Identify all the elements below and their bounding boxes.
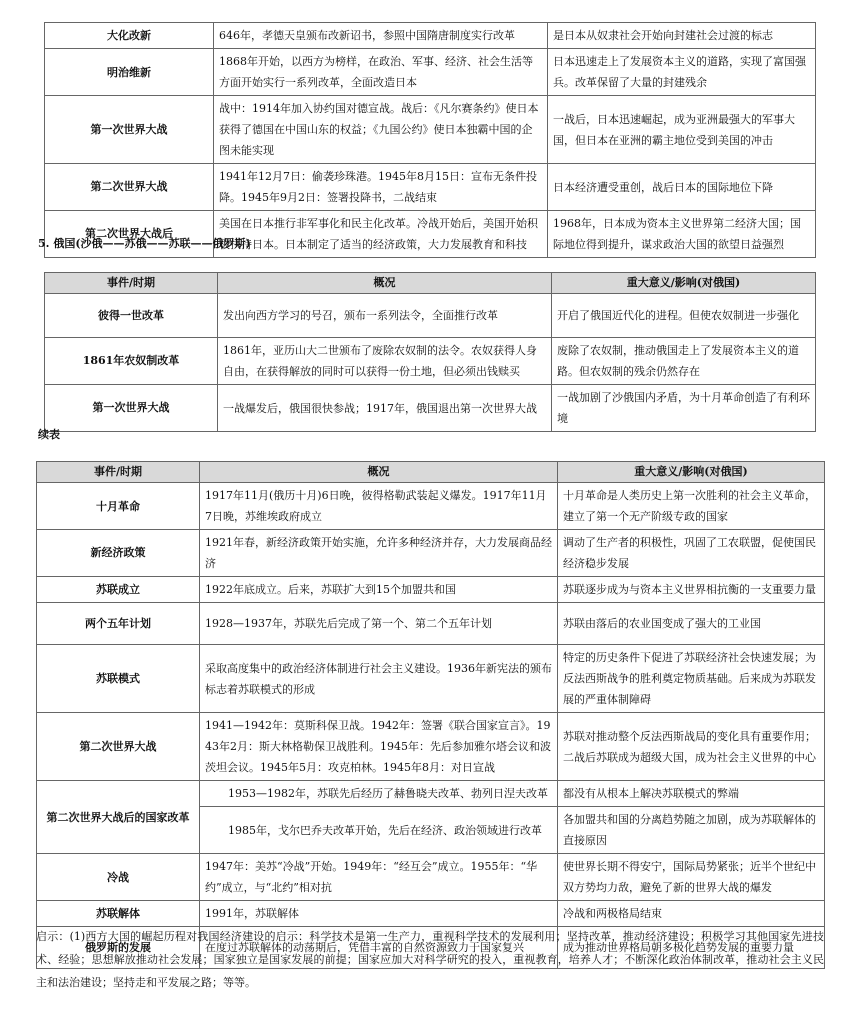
significance-cell: 一战加剧了沙俄国内矛盾，为十月革命创造了有利环境: [552, 385, 816, 432]
event-cell: 第一次世界大战: [45, 385, 218, 432]
significance-cell: 开启了俄国近代化的进程。但使农奴制进一步强化: [552, 294, 816, 338]
significance-cell: 都没有从根本上解决苏联模式的弊端: [558, 781, 825, 807]
significance-cell: 废除了农奴制，推动俄国走上了发展资本主义的道路。但农奴制的残余仍然存在: [552, 338, 816, 385]
significance-cell: 苏联由落后的农业国变成了强大的工业国: [558, 603, 825, 645]
significance-cell: 苏联逐步成为与资本主义世界相抗衡的一支重要力量: [558, 577, 825, 603]
event-cell: 1861年农奴制改革: [45, 338, 218, 385]
table-row: [37, 645, 825, 713]
overview-cell: 在度过苏联解体的动荡期后，凭借丰富的自然资源致力于国家复兴: [200, 927, 558, 969]
japan-table: [44, 22, 816, 258]
significance-cell: 冷战和两极格局结束: [558, 901, 825, 927]
table-row: [45, 49, 816, 96]
significance-cell: 日本经济遭受重创，战后日本的国际地位下降: [548, 164, 816, 211]
event-cell: 第一次世界大战: [45, 96, 214, 164]
overview-cell: 1928—1937年，苏联先后完成了第一个、第二个五年计划: [200, 603, 558, 645]
table-header-row: [45, 273, 816, 294]
event-cell: 十月革命: [37, 483, 200, 530]
table-row: [37, 577, 825, 603]
significance-cell: 苏联对推动整个反法西斯战局的变化具有重要作用；二战后苏联成为超级大国，成为社会主义世界的中心: [558, 713, 825, 781]
russia-table-1: [44, 272, 816, 432]
table-row: [37, 530, 825, 577]
section-title-russia: 5. 俄国(沙俄——苏俄——苏联——俄罗斯): [38, 237, 251, 250]
table-row: [37, 854, 825, 901]
russia-table-2: [36, 461, 825, 969]
event-cell: 冷战: [37, 854, 200, 901]
event-cell: 第二次世界大战: [37, 713, 200, 781]
significance-cell: 日本迅速走上了发展资本主义的道路，实现了富国强兵。改革保留了大量的封建残余: [548, 49, 816, 96]
overview-cell: 1985年，戈尔巴乔夫改革开始，先后在经济、政治领域进行改革: [200, 807, 558, 854]
table-row: [45, 385, 816, 432]
table-header-row: [37, 462, 825, 483]
overview-cell: 战中：1914年加入协约国对德宣战。战后：《凡尔赛条约》使日本获得了德国在中国山东的权益；《九国公约》使日本独霸中国的企图未能实现: [214, 96, 548, 164]
table-row: [37, 603, 825, 645]
overview-cell: 1922年底成立。后来，苏联扩大到15个加盟共和国: [200, 577, 558, 603]
significance-cell: 成为推动世界格局朝多极化趋势发展的重要力量: [558, 927, 825, 969]
table-row: [45, 338, 816, 385]
significance-cell: 1968年，日本成为资本主义世界第二经济大国；国际地位得到提升，谋求政治大国的欲望日益强烈: [548, 211, 816, 258]
overview-cell: 美国在日本推行非军事化和民主化改革。冷战开始后，美国开始积极扶持日本。日本制定了适当的经济政策，大力发展教育和科技: [214, 211, 548, 258]
event-cell: 第二次世界大战后: [45, 211, 214, 258]
event-cell: 大化改新: [45, 23, 214, 49]
column-header: 概况: [218, 273, 552, 294]
summary-paragraph: 启示：(1)西方大国的崛起历程对我国经济建设的启示：科学技术是第一生产力，重视科学技术的发展利用；坚持改革，推动经济建设；积极学习其他国家先进技术、经验；思想解放推动社会发展；国家独立是国家发展的前提；国家应加大对科学研究的投入，重视教育，培养人才；不断深化政治体制改革，推动社会主义民主和法治建设；坚持走和平发展之路；等等。: [36, 930, 824, 989]
overview-cell: 1917年11月(俄历十月)6日晚，彼得格勒武装起义爆发。1917年11月7日晚，苏维埃政府成立: [200, 483, 558, 530]
event-cell: 明治维新: [45, 49, 214, 96]
overview-cell: 1953—1982年，苏联先后经历了赫鲁晓夫改革、勃列日涅夫改革: [200, 781, 558, 807]
significance-cell: 是日本从奴隶社会开始向封建社会过渡的标志: [548, 23, 816, 49]
table-row: [37, 901, 825, 927]
event-cell: 苏联模式: [37, 645, 200, 713]
continued-label: 续表: [38, 428, 60, 441]
table-row: [37, 781, 825, 807]
significance-cell: 一战后，日本迅速崛起，成为亚洲最强大的军事大国，但日本在亚洲的霸主地位受到美国的冲击: [548, 96, 816, 164]
overview-cell: 发出向西方学习的号召，颁布一系列法令，全面推行改革: [218, 294, 552, 338]
event-cell: 新经济政策: [37, 530, 200, 577]
column-header: 事件/时期: [45, 273, 218, 294]
event-cell: 第二次世界大战: [45, 164, 214, 211]
overview-cell: 646年，孝德天皇颁布改新诏书，参照中国隋唐制度实行改革: [214, 23, 548, 49]
table-row: [45, 23, 816, 49]
table-row: [45, 294, 816, 338]
column-header: 重大意义/影响(对俄国): [558, 462, 825, 483]
overview-cell: 1941年12月7日：偷袭珍珠港。1945年8月15日：宣布无条件投降。1945年9月2日：签署投降书，二战结束: [214, 164, 548, 211]
overview-cell: 采取高度集中的政治经济体制进行社会主义建设。1936年新宪法的颁布标志着苏联模式的形成: [200, 645, 558, 713]
significance-cell: 特定的历史条件下促进了苏联经济社会快速发展；为反法西斯战争的胜利奠定物质基础。后来成为苏联发展的严重体制障碍: [558, 645, 825, 713]
column-header: 事件/时期: [37, 462, 200, 483]
overview-cell: 1947年：美苏“冷战”开始。1949年：“经互会”成立。1955年：“华约”成立，与“北约”相对抗: [200, 854, 558, 901]
event-cell: 苏联成立: [37, 577, 200, 603]
table-row: [45, 96, 816, 164]
overview-cell: 1868年开始，以西方为榜样，在政治、军事、经济、社会生活等方面开始实行一系列改革，全面改造日本: [214, 49, 548, 96]
overview-cell: 1921年春，新经济政策开始实施，允许多种经济并存，大力发展商品经济: [200, 530, 558, 577]
overview-cell: 一战爆发后，俄国很快参战；1917年，俄国退出第一次世界大战: [218, 385, 552, 432]
table-row: [45, 164, 816, 211]
overview-cell: 1941—1942年：莫斯科保卫战。1942年：签署《联合国家宣言》。1943年2月：斯大林格勒保卫战胜利。1945年：先后参加雅尔塔会议和波茨坦会议。1945年5月：攻克柏林。1945年8月：对日宣战: [200, 713, 558, 781]
column-header: 概况: [200, 462, 558, 483]
significance-cell: 使世界长期不得安宁，国际局势紧张；近半个世纪中双方势均力敌，避免了新的世界大战的爆发: [558, 854, 825, 901]
column-header: 重大意义/影响(对俄国): [552, 273, 816, 294]
significance-cell: 调动了生产者的积极性，巩固了工农联盟，促使国民经济稳步发展: [558, 530, 825, 577]
significance-cell: 十月革命是人类历史上第一次胜利的社会主义革命，建立了第一个无产阶级专政的国家: [558, 483, 825, 530]
event-cell: 苏联解体: [37, 901, 200, 927]
overview-cell: 1861年，亚历山大二世颁布了废除农奴制的法令。农奴获得人身自由，在获得解放的同时可以获得一份土地，但必须出钱赎买: [218, 338, 552, 385]
table-row: [37, 713, 825, 781]
event-cell: 彼得一世改革: [45, 294, 218, 338]
significance-cell: 各加盟共和国的分离趋势随之加剧，成为苏联解体的直接原因: [558, 807, 825, 854]
event-cell: 俄罗斯的发展: [37, 927, 200, 969]
event-cell: 第二次世界大战后的国家改革: [37, 781, 200, 854]
event-cell: 两个五年计划: [37, 603, 200, 645]
table-row: [37, 483, 825, 530]
overview-cell: 1991年，苏联解体: [200, 901, 558, 927]
